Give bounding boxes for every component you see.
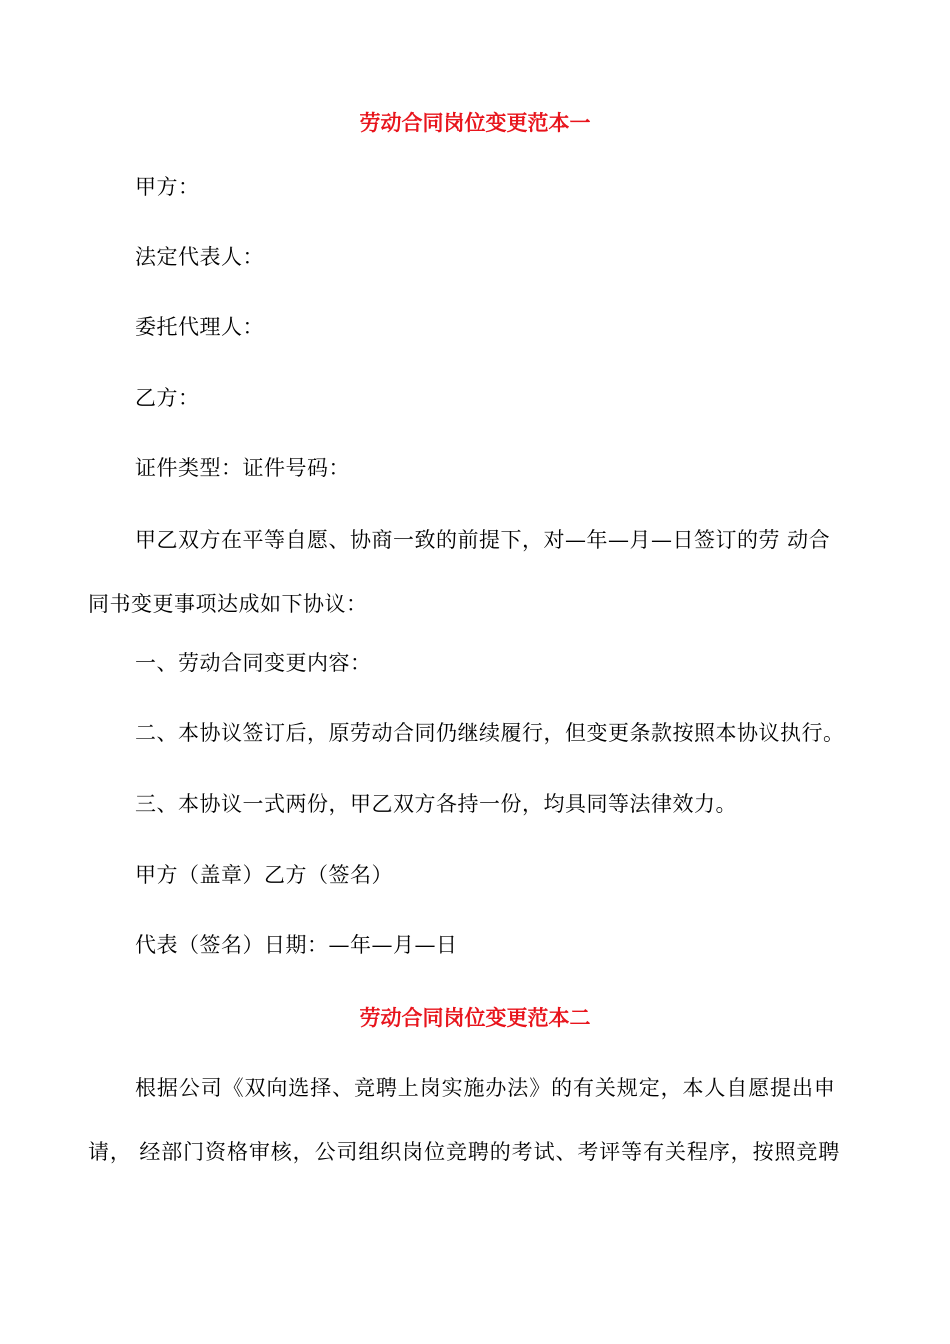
signature-line-date: 代表（签名）日期：—年—月—日 bbox=[135, 933, 458, 957]
signature-line-party: 甲方（盖章）乙方（签名） bbox=[135, 863, 393, 887]
legal-representative-line: 法定代表人： bbox=[135, 245, 264, 269]
template-two-paragraph bbox=[88, 1073, 868, 1167]
party-a-line: 甲方： bbox=[135, 175, 200, 199]
intro-paragraph bbox=[88, 525, 868, 619]
intro-paragraph-line-1: 甲乙双方在平等自愿、协商一致的前提下，对—年—月—日签订的劳 动合 bbox=[135, 528, 831, 552]
template-two-paragraph-line-1: 根据公司《双向选择、竞聘上岗实施办法》的有关规定，本人自愿提出申 bbox=[135, 1076, 836, 1100]
party-b-line: 乙方： bbox=[135, 386, 200, 410]
clause-one: 一、劳动合同变更内容： bbox=[135, 651, 372, 675]
clause-two: 二、本协议签订后，原劳动合同仍继续履行，但变更条款按照本协议执行。 bbox=[135, 721, 845, 745]
template-two-paragraph-line-2: 请， 经部门资格审核，公司组织岗位竞聘的考试、考评等有关程序，按照竞聘 bbox=[88, 1140, 841, 1164]
intro-paragraph-line-2: 同书变更事项达成如下协议： bbox=[88, 592, 368, 616]
template-two-title: 劳动合同岗位变更范本二 bbox=[359, 1005, 591, 1030]
authorized-agent-line: 委托代理人： bbox=[135, 315, 264, 339]
id-info-line: 证件类型：证件号码： bbox=[135, 456, 350, 480]
template-one-title: 劳动合同岗位变更范本一 bbox=[359, 110, 591, 135]
clause-three: 三、本协议一式两份，甲乙双方各持一份，均具同等法律效力。 bbox=[135, 792, 737, 816]
